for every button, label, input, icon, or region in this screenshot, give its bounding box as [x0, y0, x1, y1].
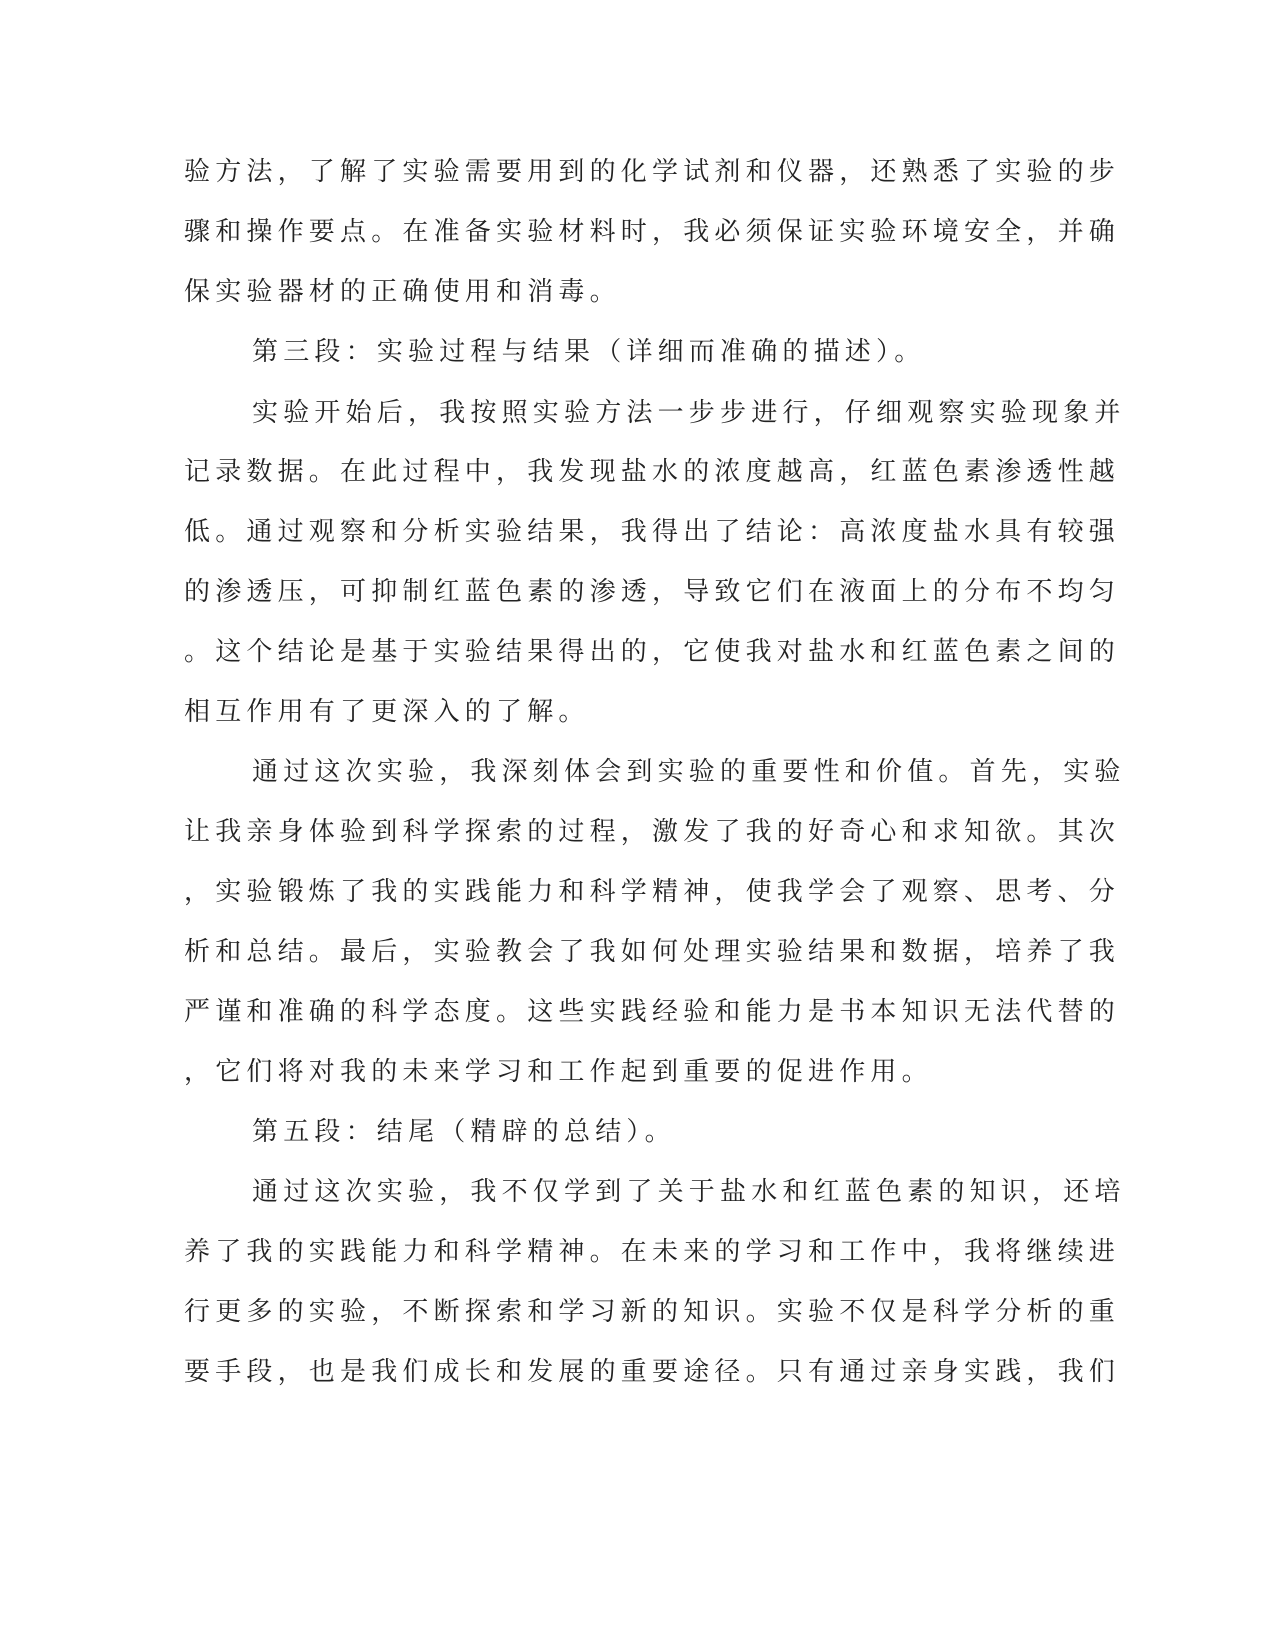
- text-line: 的渗透压，可抑制红蓝色素的渗透，导致它们在液面上的分布不均匀: [184, 577, 1121, 607]
- text-line: 保实验器材的正确使用和消毒。: [184, 277, 621, 307]
- text-line: 验方法，了解了实验需要用到的化学试剂和仪器，还熟悉了实验的步: [184, 157, 1121, 187]
- text-line: 实验开始后，我按照实验方法一步步进行，仔细观察实验现象并: [252, 398, 1126, 428]
- text-line: 骤和操作要点。在准备实验材料时，我必须保证实验环境安全，并确: [184, 217, 1121, 247]
- text-line: 养了我的实践能力和科学精神。在未来的学习和工作中，我将继续进: [184, 1237, 1121, 1267]
- text-line: ，实验锻炼了我的实践能力和科学精神，使我学会了观察、思考、分: [184, 877, 1121, 907]
- text-line: 让我亲身体验到科学探索的过程，激发了我的好奇心和求知欲。其次: [184, 817, 1121, 847]
- section-heading: 第五段：结尾（精辟的总结）。: [252, 1117, 676, 1147]
- text-line: 通过这次实验，我深刻体会到实验的重要性和价值。首先，实验: [252, 757, 1126, 787]
- text-line: 析和总结。最后，实验教会了我如何处理实验结果和数据，培养了我: [184, 937, 1121, 967]
- text-line: 要手段，也是我们成长和发展的重要途径。只有通过亲身实践，我们: [184, 1357, 1121, 1387]
- text-line: 低。通过观察和分析实验结果，我得出了结论：高浓度盐水具有较强: [184, 517, 1121, 547]
- text-line: 记录数据。在此过程中，我发现盐水的浓度越高，红蓝色素渗透性越: [184, 457, 1121, 487]
- text-line: ，它们将对我的未来学习和工作起到重要的促进作用。: [184, 1057, 933, 1087]
- text-line: 通过这次实验，我不仅学到了关于盐水和红蓝色素的知识，还培: [252, 1177, 1126, 1207]
- text-line: 行更多的实验，不断探索和学习新的知识。实验不仅是科学分析的重: [184, 1297, 1121, 1327]
- section-heading: 第三段：实验过程与结果（详细而准确的描述）。: [252, 337, 926, 367]
- text-line: 相互作用有了更深入的了解。: [184, 697, 590, 727]
- text-line: 严谨和准确的科学态度。这些实践经验和能力是书本知识无法代替的: [184, 997, 1121, 1027]
- text-line: 。这个结论是基于实验结果得出的，它使我对盐水和红蓝色素之间的: [184, 637, 1121, 667]
